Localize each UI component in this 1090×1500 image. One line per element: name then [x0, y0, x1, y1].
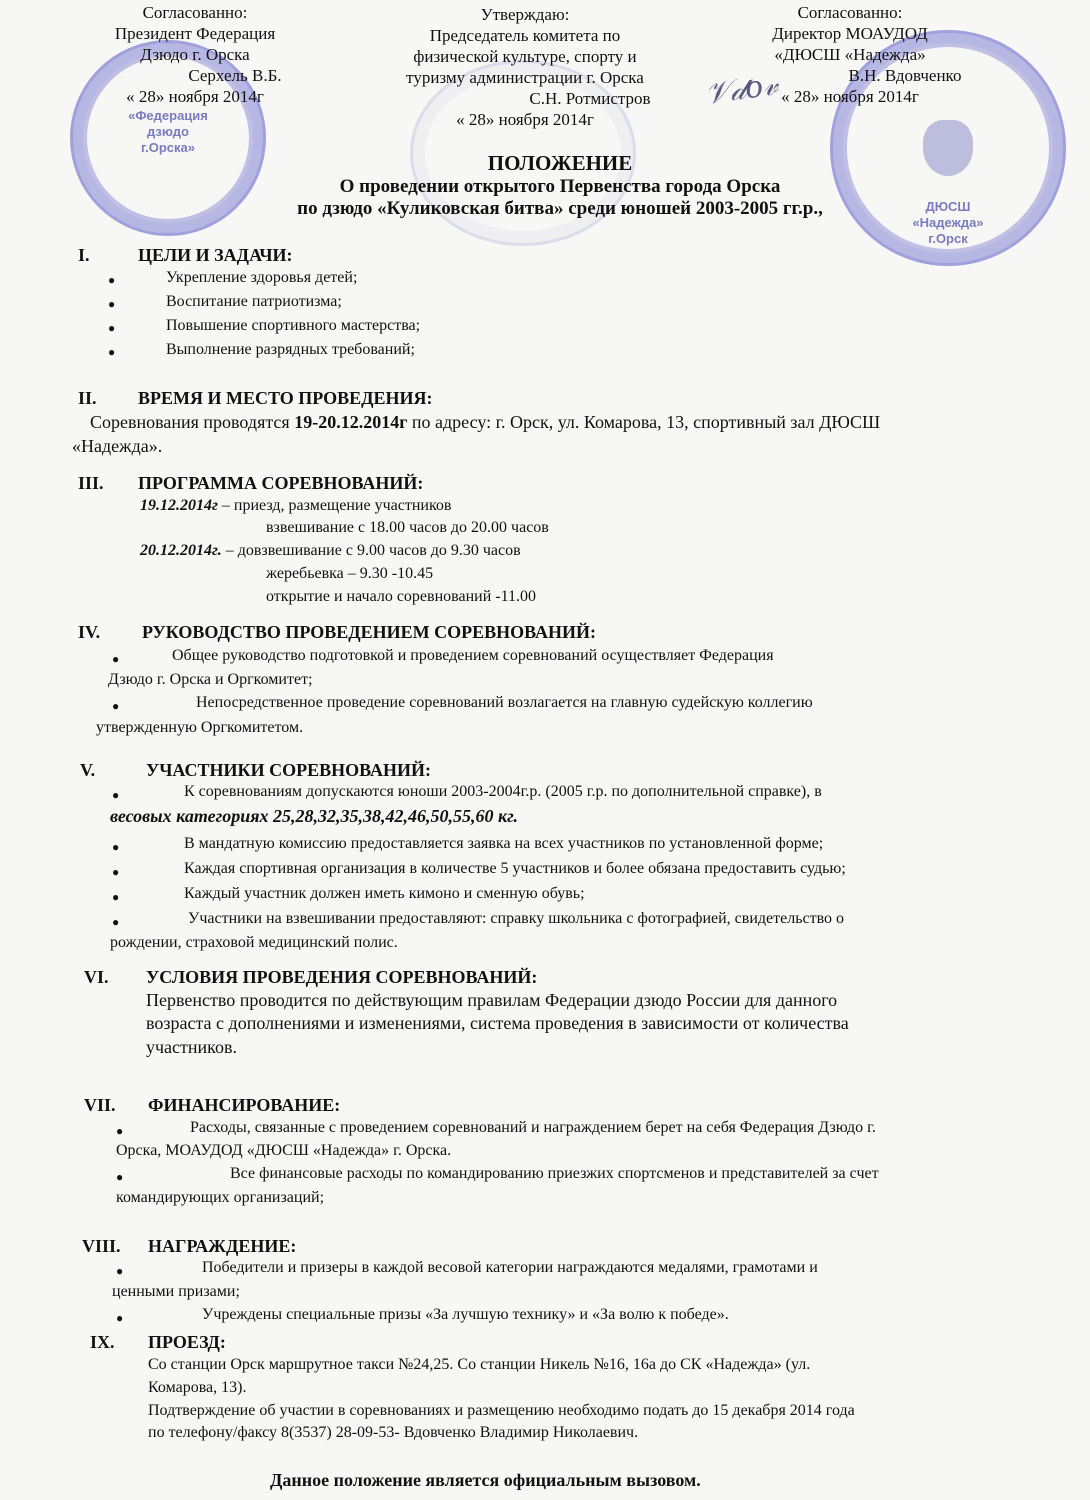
paragraph: Комарова, 13). [148, 1379, 247, 1396]
text-run: – приезд, размещение участников [217, 497, 452, 514]
bullet-icon: ● [112, 915, 120, 929]
section-heading: УСЛОВИЯ ПРОВЕДЕНИЯ СОРЕВНОВАНИЙ: [146, 967, 538, 987]
approval-line: Директор МОАУДОД [772, 24, 928, 43]
approval-right [720, 2, 980, 107]
program-day2 [140, 541, 521, 561]
list-item: Общее руководство подготовкой и проведением соревнований осуществляет Федерация [172, 647, 774, 664]
event-dates: 19-20.12.2014г [294, 412, 408, 432]
paragraph: Подтверждение об участии в соревнованиях и размещению необходимо подать до 15 декабря 2014 года [148, 1402, 855, 1419]
approval-line: Председатель комитета по [429, 26, 621, 45]
bullet-icon: ● [112, 840, 120, 854]
section-heading: НАГРАЖДЕНИЕ: [148, 1236, 297, 1256]
list-item: Все финансовые расходы по командированию приезжих спортсменов и представителей за счет [230, 1165, 879, 1182]
program-line: взвешивание с 18.00 часов до 20.00 часов [266, 519, 549, 536]
approval-line: «ДЮСШ «Надежда» [774, 45, 926, 64]
section-heading: ФИНАНСИРОВАНИЕ: [148, 1095, 341, 1115]
paragraph: участников. [146, 1037, 237, 1057]
section-heading: УЧАСТНИКИ СОРЕВНОВАНИЙ: [146, 760, 431, 780]
program-date: 19.12.2014г [140, 497, 218, 514]
section-number: IX. [90, 1332, 115, 1352]
approval-date: « 28» ноября 2014г [126, 87, 264, 106]
list-item: Учреждены специальные призы «За лучшую технику» и «За волю к победе». [202, 1306, 729, 1323]
list-item-cont: ценными призами; [112, 1283, 240, 1300]
document-title [200, 150, 920, 220]
list-item-cont: рождении, страховой медицинский полис. [110, 934, 398, 951]
program-line: открытие и начало соревнований -11.00 [266, 588, 537, 605]
approval-line: В.Н. Вдовченко [848, 66, 962, 85]
bullet-icon: ● [108, 321, 116, 335]
approval-line: Президент Федерация [114, 24, 276, 43]
text-run: по адресу: г. Орск, ул. Комарова, 13, спортивный зал ДЮСШ [407, 412, 881, 432]
text-run: Соревнования проводятся [90, 412, 295, 432]
section-number: IV. [78, 622, 101, 642]
bullet-icon: ● [112, 699, 120, 713]
list-item: Непосредственное проведение соревнований возлагается на главную судейскую коллегию [196, 694, 813, 711]
section-number: VI. [84, 967, 109, 987]
list-item-cont: утвержденную Оргкомитетом. [96, 719, 304, 736]
approval-line: туризму администрации г. Орска [406, 68, 644, 87]
paragraph: по телефону/факсу 8(3537) 28-09-53- Вдовченко Владимир Николаевич. [148, 1424, 639, 1441]
section-heading: ВРЕМЯ И МЕСТО ПРОВЕДЕНИЯ: [138, 388, 433, 408]
list-item: Победители и призеры в каждой весовой категории награждаются медалями, грамотами и [202, 1259, 818, 1276]
list-item: Повышение спортивного мастерства; [166, 317, 421, 334]
title-line2: по дзюдо «Куликовская битва» среди юношей 2003-2005 гг.р., [297, 198, 823, 219]
approval-line: Согласованно: [797, 3, 903, 22]
eagle-emblem-icon [923, 120, 973, 176]
list-item: Укрепление здоровья детей; [166, 269, 358, 286]
section-heading: ЦЕЛИ И ЗАДАЧИ: [138, 245, 293, 265]
list-item: Выполнение разрядных требований; [166, 341, 415, 358]
list-item-cont: Орска, МОАУДОД «ДЮСШ «Надежда» г. Орска. [116, 1142, 452, 1159]
title-line1: О проведении открытого Первенства города Орска [339, 176, 781, 197]
approval-line: Утверждаю: [480, 5, 570, 24]
list-item-cont: Дзюдо г. Орска и Оргкомитет; [108, 671, 313, 688]
section-number: VIII. [82, 1236, 121, 1256]
approval-date: « 28» ноября 2014г [456, 110, 594, 129]
bullet-icon: ● [112, 865, 120, 879]
section-heading: РУКОВОДСТВО ПРОВЕДЕНИЕМ СОРЕВНОВАНИЙ: [142, 622, 597, 642]
approval-line: С.Н. Ротмистров [529, 89, 651, 108]
bullet-icon: ● [116, 1264, 124, 1278]
approval-line: Дзюдо г. Орска [140, 45, 250, 64]
approval-line: физической культуре, спорту и [413, 47, 637, 66]
list-item: Участники на взвешивании предоставляют: справку школьника с фотографией, свидетельство о [188, 910, 845, 927]
list-item: Расходы, связанные с проведением соревнований и награждением берет на себя Федерация Дзюдо г. [190, 1119, 876, 1136]
paragraph-cont: «Надежда». [72, 436, 163, 456]
list-item: Каждая спортивная организация в количестве 5 участников и более обязана предоставить судью; [184, 860, 846, 877]
paragraph: Первенство проводится по действующим правилам Федерации дзюдо России для данного [146, 990, 838, 1010]
program-line: жеребьевка – 9.30 -10.45 [266, 565, 434, 582]
closing-statement: Данное положение является официальным вызовом. [270, 1470, 701, 1490]
section-heading: ПРОГРАММА СОРЕВНОВАНИЙ: [138, 473, 424, 493]
section-number: I. [78, 245, 90, 265]
director-signature: 𝒱𝒹𝑜𝓋 [702, 67, 781, 112]
section-number: III. [78, 473, 104, 493]
bullet-icon: ● [116, 1124, 124, 1138]
approval-line: Серхель В.Б. [188, 66, 282, 85]
approval-center [355, 4, 695, 130]
list-item-cont: командирующих организаций; [116, 1189, 325, 1206]
section-number: II. [78, 388, 97, 408]
bullet-icon: ● [116, 1170, 124, 1184]
paragraph [90, 412, 880, 432]
text-run: – довзвешивание с 9.00 часов до 9.30 часов [221, 542, 521, 559]
list-item: Воспитание патриотизма; [166, 293, 342, 310]
bullet-icon: ● [112, 652, 120, 666]
bullet-icon: ● [112, 890, 120, 904]
section-heading: ПРОЕЗД: [148, 1332, 226, 1352]
section-number: V. [80, 760, 96, 780]
approval-date: « 28» ноября 2014г [781, 87, 919, 106]
bullet-icon: ● [108, 345, 116, 359]
paragraph: возраста с дополнениями и изменениями, система проведения в зависимости от количества [146, 1013, 849, 1033]
approval-line: Согласованно: [142, 3, 248, 22]
list-item: Каждый участник должен иметь кимоно и сменную обувь; [184, 885, 585, 902]
program-day1 [140, 496, 451, 516]
bullet-icon: ● [108, 273, 116, 287]
weight-categories: весовых категориях 25,28,32,35,38,42,46,50,55,60 кг. [110, 806, 519, 826]
bullet-icon: ● [116, 1311, 124, 1325]
bullet-icon: ● [108, 297, 116, 311]
federation-stamp-text: «Федерация дзюдо г.Орска» [128, 107, 208, 155]
approval-left [70, 2, 320, 107]
school-stamp-text: ДЮСШ «Надежда» г.Орск [912, 198, 984, 246]
bullet-icon: ● [112, 788, 120, 802]
title-main: ПОЛОЖЕНИЕ [487, 151, 633, 175]
program-date: 20.12.2014г. [140, 542, 222, 559]
list-item: К соревнованиям допускаются юноши 2003-2004г.р. (2005 г.р. по дополнительной справке), в [184, 783, 822, 800]
section-number: VII. [84, 1095, 116, 1115]
paragraph: Со станции Орск маршрутное такси №24,25. Со станции Никель №16, 16а до СК «Надежда» (ул. [148, 1356, 811, 1373]
list-item: В мандатную комиссию предоставляется заявка на всех участников по установленной форме; [184, 835, 824, 852]
